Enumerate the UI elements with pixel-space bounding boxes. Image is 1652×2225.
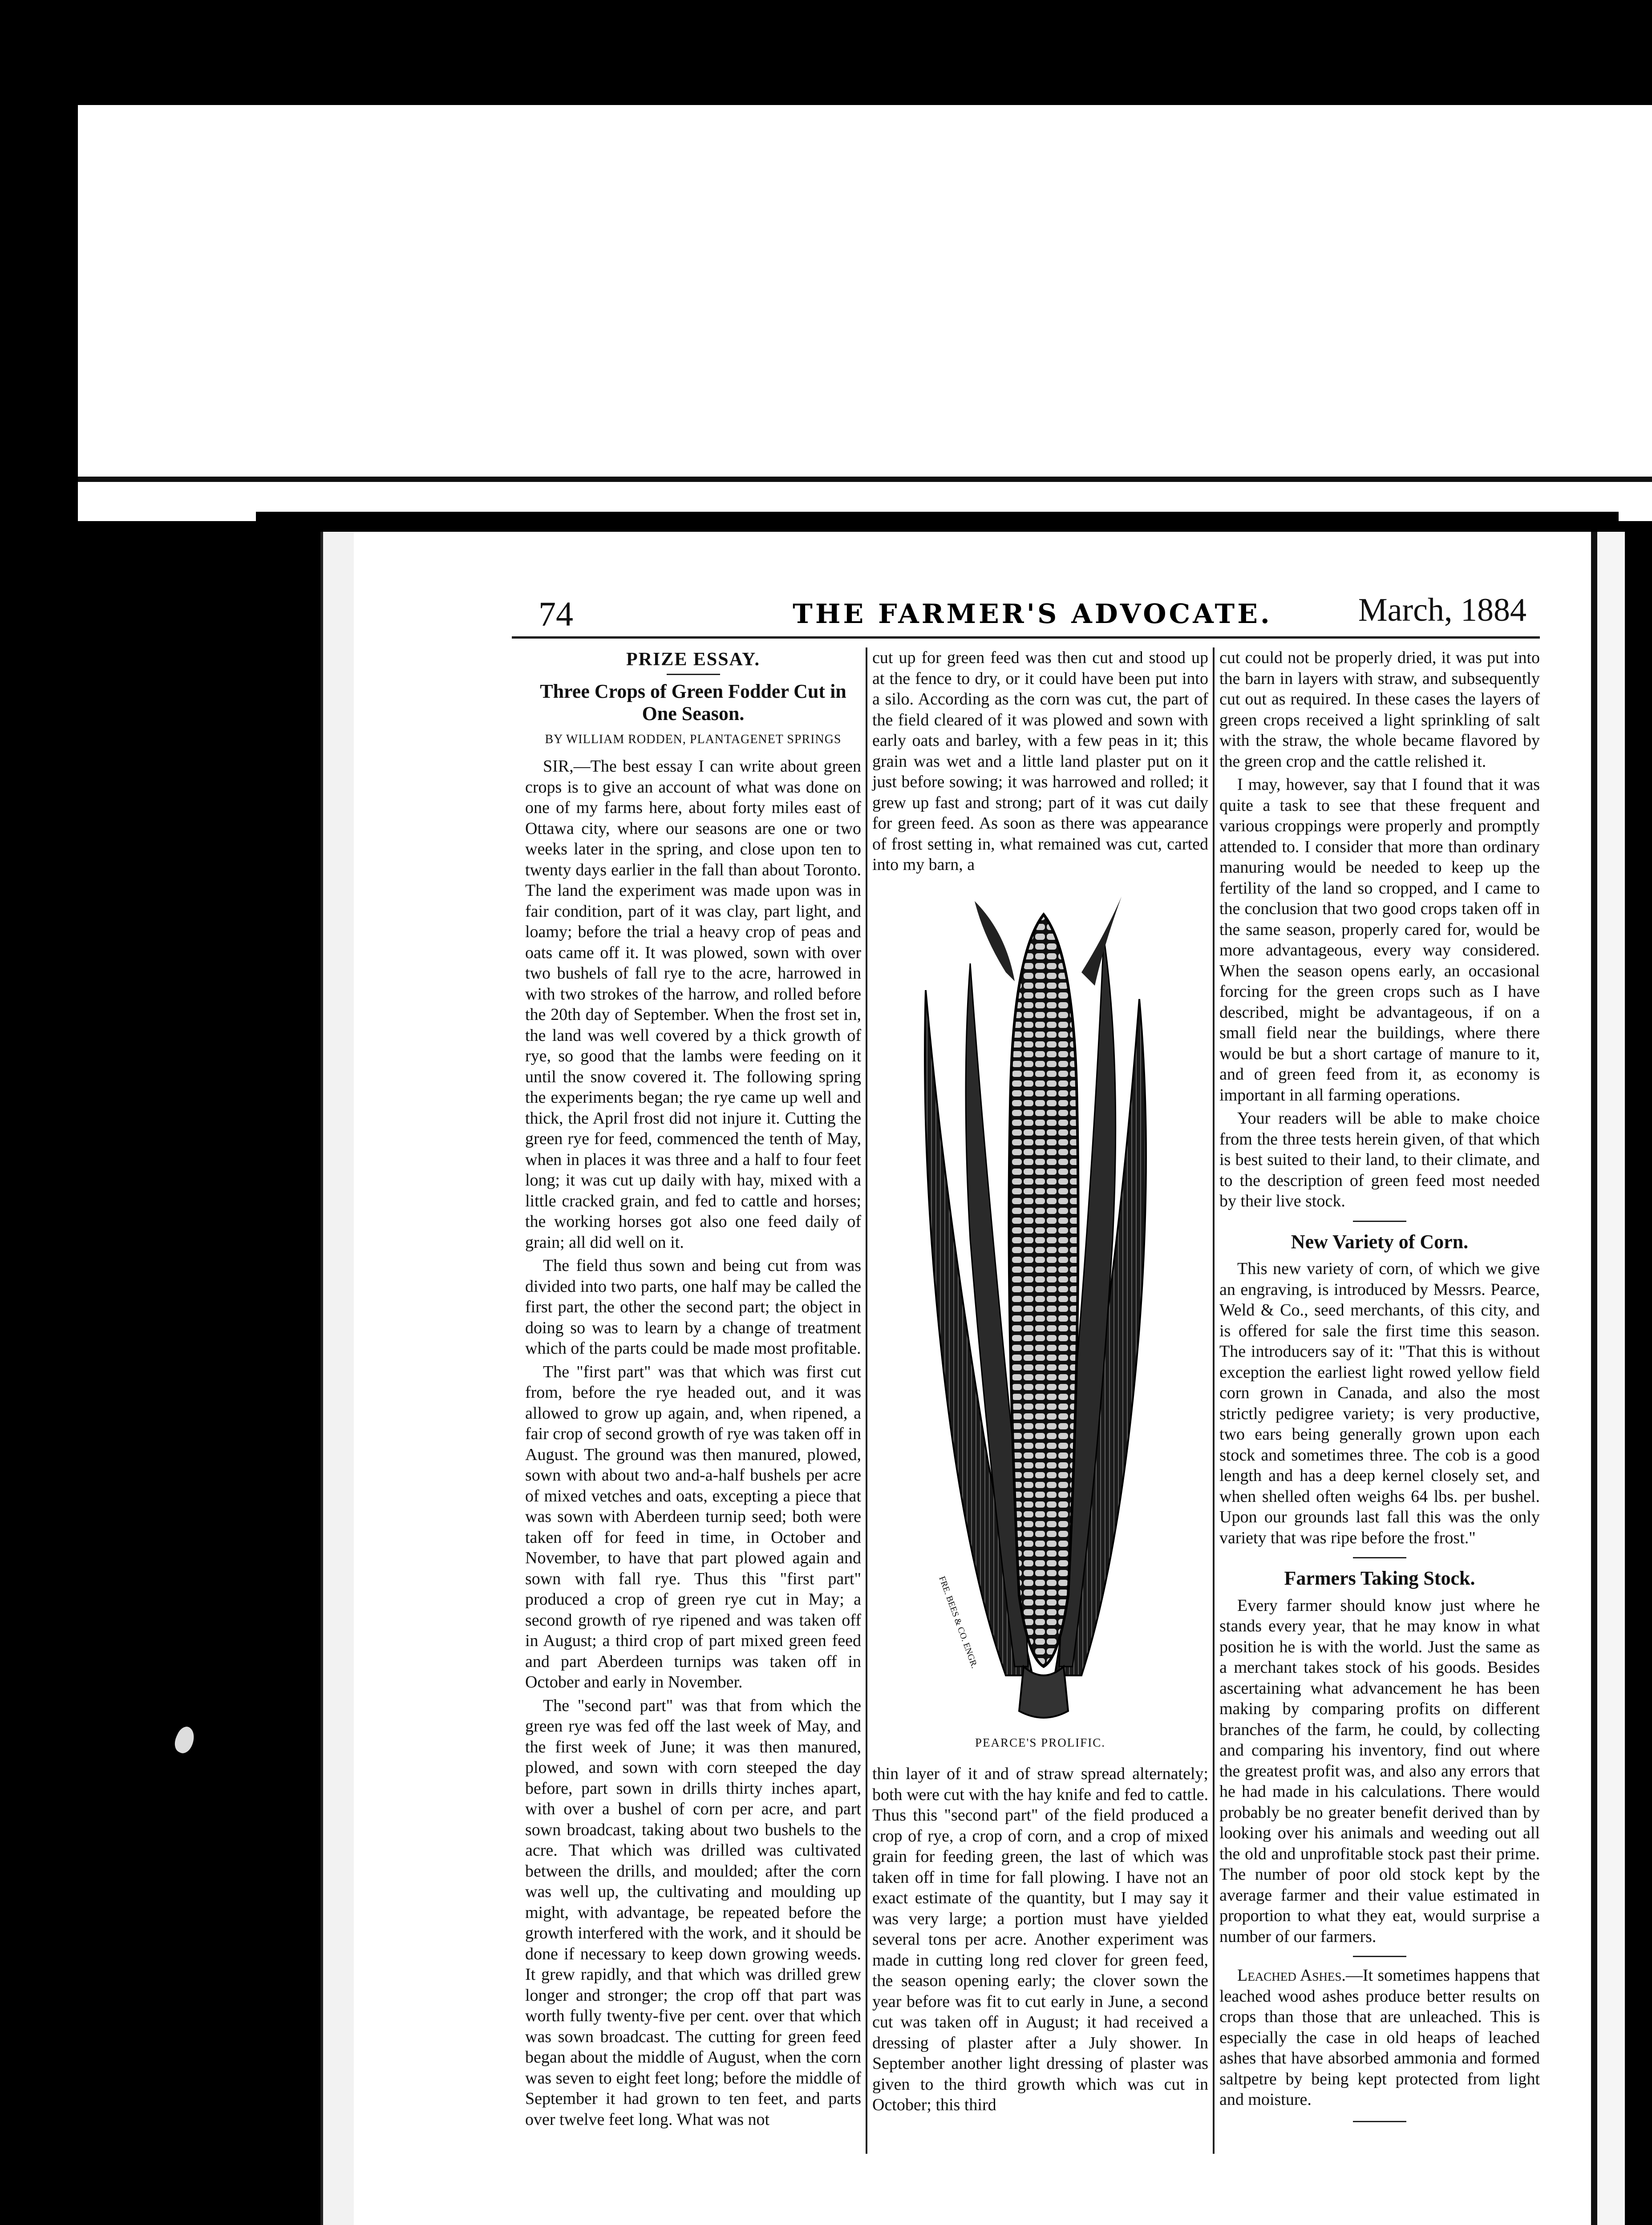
figure-caption: PEARCE'S PROLIFIC. [975, 1736, 1105, 1749]
article-paragraph: SIR,—The best essay I can write about green crops is to give an account of what was done on one of my farms here, about forty miles east of Ottawa city, where our seasons are one or two weeks later in the spring, and close upon ten to twenty days earlier in the fall than about Toronto. The land the experiment was made upon was in fair condition, part of it was clay, part light, and loamy; before the trial a heavy crop of peas and oats came off it. It was plowed, sown with over two bushels of fall rye to the acre, harrowed in with two strokes of the harrow, and rolled before the 20th day of September. When the frost set in, the land was well covered by a thick growth of rye, so good that the lambs were feeding on it until the snow covered it. The following spring the experiments began; the rye came up well and thick, the April frost did not injure it. Cutting the green rye for feed, commenced the tenth of May, when in places it was three and a half to four feet long; it was cut up daily with hay, mixed with a little cracked grain, and fed to cattle and horses; the working horses got also one feed daily of grain; all did well on it. [525, 757, 861, 1252]
article-title: Three Crops of Green Fodder Cut in One Season. [540, 680, 846, 724]
scanner-top-band [78, 105, 1652, 521]
article-paragraph: The "second part" was that from which the green rye was fed off the last week of May, and the first week of June; it was then manured, plowed, and sown with corn steeped the day before, part sown in drills thirty inches apart, with over a bushel of corn per acre, and part sown broadcast, taking about two bushels to the acre. That which was drilled was cultivated between the drills, and moulded; after the corn was well up, the cultivating and moulding up might, with advantage, be repeated before the growth interfered with the work, and it should be done if necessary to keep down growing weeds. It grew rapidly, and that which was drilled grew longer and stronger; the crop off that part was worth fully twenty-five per cent. over that which was sown broadcast. The cutting for green feed began about the middle of August, when the corn was seven to eight feet long; before the middle of September it had grown to ten feet, and parts over twelve feet long. What was not [525, 1696, 861, 2129]
article-paragraph-leached-ashes [1219, 1965, 1540, 2110]
article-title-farmers-stock: Farmers Taking Stock. [1284, 1567, 1475, 1589]
masthead-rule [512, 636, 1540, 639]
column-1 [525, 647, 861, 2156]
column-rule-1 [866, 647, 867, 2154]
paper-fleck [171, 1724, 198, 1756]
column-2 [872, 647, 1208, 2156]
page-content [512, 585, 1540, 2160]
paper-title: THE FARMER'S ADVOCATE. [793, 599, 1272, 630]
engraver-signature: FRE. BEES & CO. ENGR. [937, 1574, 980, 1670]
article-paragraph: Every farmer should know just where he stands every year, that he may know in what position he is with the world. Just the same as a merchant takes stock of his goods. Besides ascertaining what advancement he has been making by comparing profits on different branches of the farm, he could, by collecting and comparing his inventory, find out where the greatest profit was, and also any errors that he had made in his calculations. There would probably be no greater benefit derived than by looking over his animals and weeding out all the old and unprofitable stock past their prime. The number of poor old stock kept by the average farmer and their value estimated in proportion to what they eat, would surprise a number of our farmers. [1219, 1596, 1540, 1946]
article-paragraph: thin layer of it and of straw spread alternately; both were cut with the hay knife and fed to cattle. Thus this "second part" of the field produced a crop of rye, a crop of corn, and a crop of mixed grain for feeding green, the last of which was taken off in time for fall plowing. I have not an exact estimate of the quantity, but I may say it was very large; a portion must have yielded several tons per acre. Another experiment was made in cutting long red clover for green feed, the season opening early; the clover sown the year before was fit to cut early in June, a second cut was taken off in August; it had received a dressing of plaster after a July shower. In September another light dressing of plaster was given to the third growth which was cut in October; this third [872, 1764, 1208, 2114]
article-paragraph: cut could not be properly dried, it was put into the barn in layers with straw, and subsequently cut out as required. In these cases the layers of green crops received a light sprinkling of salt with the straw, the whole became flavored by the green crop and the cattle relished it. [1219, 648, 1540, 771]
article-paragraph: The field thus sown and being cut from was divided into two parts, one half may be called the first part, the other the second part; the object in doing so was to learn by a change of treatment which of the parts could be made most profitable. [525, 1256, 861, 1358]
corn-engraving [872, 883, 1208, 1729]
article-kicker: PRIZE ESSAY. [626, 649, 761, 670]
page-edge-left [320, 532, 356, 2225]
article-paragraph: Your readers will be able to make choice from the three tests herein given, of that which is best suited to their land, to their climate, and to the description of green feed most needed by their live stock. [1219, 1109, 1540, 1210]
article-title-new-variety: New Variety of Corn. [1291, 1230, 1469, 1253]
section-rule [1353, 1221, 1406, 1222]
section-rule [1353, 1557, 1406, 1558]
leached-ashes-lead: Leached Ashes. [1237, 1966, 1346, 1985]
kicker-rule [667, 674, 720, 675]
section-rule [1353, 1956, 1406, 1957]
article-paragraph: This new variety of corn, of which we give an engraving, is introduced by Messrs. Pearce, Weld & Co., seed merchants, of this city, and is offered for sale the first time this season. The introducers say of it: "That this is without exception the earliest light rowed yellow field corn grown in Canada, and also the most strictly pedigree variety; is very productive, two ears being generally grown upon each stock and sometimes three. The cob is a good length and has a deep kernel closely set, and when shelled often weighs 64 lbs. per bushel. Upon our grounds last fall this was the only variety that was ripe before the frost." [1219, 1259, 1540, 1547]
masthead [512, 585, 1540, 634]
article-byline: BY WILLIAM RODDEN, PLANTAGENET SPRINGS [545, 732, 842, 746]
article-paragraph: The "first part" was that which was first cut from, before the rye headed out, and it was allowed to grow up again, and, when ripened, a fair crop of second growth of rye was taken off in August. The ground was then manured, plowed, sown with about two and-a-half bushels per acre of mixed vetches and oats, excepting a piece that was sown with Aberdeen turnip seed; both were taken off for feed in time, in October and November, to have that part plowed again and sown with fall rye. Thus this "first part" produced a crop of green rye cut in May; a second growth of rye ripened and was taken off in August; a third crop of part mixed green feed and part Aberdeen turnips was taken off in October and early in November. [525, 1362, 861, 1691]
article-paragraph: I may, however, say that I found that it was quite a task to see that these frequent and various croppings were properly and promptly attended to. I consider that more than ordinary manuring would be needed to keep up the fertility of the land so cropped, and I came to the conclusion that two good crops taken off in the same season, properly cared for, would be more advantageous, every way considered. When the season opens early, an occasional forcing for the green crops such as I have described, might be advantageous, if on a small field near the buildings, where there would be but a short cartage of manure to it, and of green feed from it, as economy is important in all farming operations. [1219, 775, 1540, 1104]
page-number: 74 [539, 595, 573, 633]
end-rule [1353, 2121, 1406, 2122]
issue-date: March, 1884 [1358, 592, 1526, 628]
scanner-top-rule [78, 477, 1652, 482]
leached-ashes-body: —It sometimes happens that leached wood ashes produce better results on crops than those that are unleached. This is especially the case in old heaps of leached ashes that have absorbed ammonia and formed saltpetre by being kept protected from light and moisture. [1219, 1966, 1540, 2109]
page-edge-right [1591, 532, 1625, 2225]
corn-ear-illustration [872, 883, 1208, 1729]
column-rule-2 [1213, 647, 1215, 2154]
column-3 [1219, 647, 1540, 2156]
article-paragraph: cut up for green feed was then cut and stood up at the fence to dry, or it could have been put into a silo. According as the corn was cut, the part of the field cleared of it was plowed and sown with early oats and barley, with a few peas in it; this grain was wet and a little land plaster put on it just before sowing; it was harrowed and rolled; it grew up fast and strong; part of it was cut daily for green feed. As soon as there was appearance of frost setting in, what remained was cut, carted into my barn, a [872, 648, 1208, 874]
